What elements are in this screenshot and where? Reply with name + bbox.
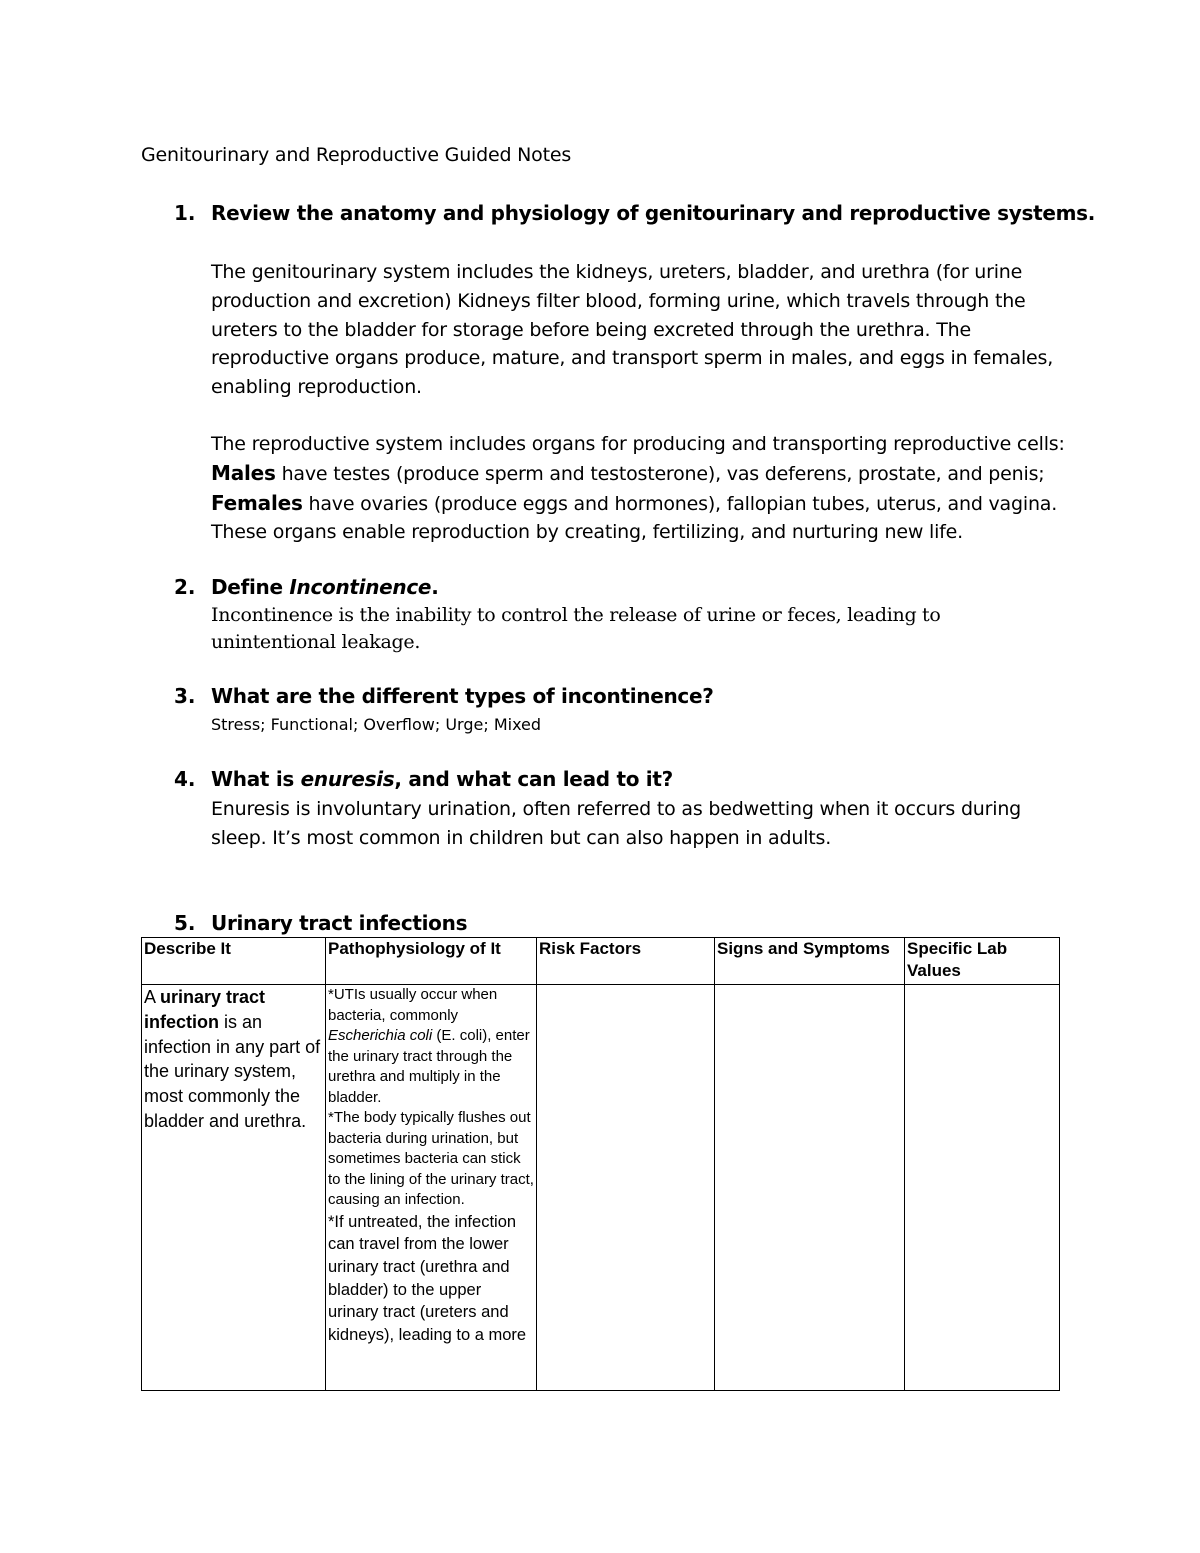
uti-term: urinary tract infection xyxy=(144,987,266,1032)
question-2-text xyxy=(211,575,439,599)
patho-point-2: *The body typically flushes out bacteria during urination, but sometimes bacteria can stick to the lining of the urinary tract, causing an infection. xyxy=(328,1109,534,1208)
p2-text-b: have testes (produce sperm and testosterone), vas deferens, prostate, and penis; xyxy=(275,462,1045,485)
q4-text-b: , and what can lead to it? xyxy=(394,767,673,791)
incontinence-term: Incontinence xyxy=(289,575,432,599)
question-4-text xyxy=(211,767,673,791)
question-1-paragraph-2 xyxy=(211,430,1081,547)
uti-table xyxy=(141,937,1060,1391)
describe-text-a: A xyxy=(144,987,161,1007)
header-lab-values: Specific Lab Values xyxy=(905,938,1060,985)
males-term: Males xyxy=(211,460,276,485)
cell-signs-symptoms[interactable] xyxy=(715,985,905,1391)
question-4-number: 4. xyxy=(174,767,196,791)
p2-text-a: The reproductive system includes organs for producing and transporting reproductive cells: xyxy=(211,433,1065,455)
header-signs-symptoms: Signs and Symptoms xyxy=(715,938,905,985)
question-2-number: 2. xyxy=(174,575,196,599)
patho-p1-a: *UTIs usually occur when bacteria, commonly xyxy=(328,986,498,1024)
question-1-number: 1. xyxy=(174,201,196,225)
question-3-number: 3. xyxy=(174,684,196,708)
q2-text-a: Define xyxy=(211,575,290,599)
patho-p1-b: (E. coli), enter the urinary tract through the urethra and multiply in the bladder. xyxy=(328,1027,530,1106)
question-2-answer: Incontinence is the inability to control the release of urine or feces, leading to unintentional leakage. xyxy=(211,604,941,653)
q4-text-a: What is xyxy=(211,767,301,791)
cell-lab-values[interactable] xyxy=(905,985,1060,1391)
question-3-answer: Stress; Functional; Overflow; Urge; Mixed xyxy=(211,715,542,734)
question-1-paragraph-1: The genitourinary system includes the kidneys, ureters, bladder, and urethra (for urine production and excretion) Kidneys filter blood, forming urine, which travels through the ureters to the bladder for storage before being excreted through the urethra. The reproductive organs produce, mature, and transport sperm in males, and eggs in females, enabling reproduction. xyxy=(211,261,1054,399)
describe-text-b: is an infection in any part of the urinary system, most commonly the bladder and urethra. xyxy=(144,1011,321,1131)
document-title: Genitourinary and Reproductive Guided Notes xyxy=(141,144,572,166)
p2-text-c: have ovaries (produce eggs and hormones), fallopian tubes, uterus, and vagina. These organs enable reproduction by creating, fertilizing, and nurturing new life. xyxy=(211,492,1058,544)
enuresis-term: enuresis xyxy=(300,767,395,791)
cell-risk-factors[interactable] xyxy=(537,985,715,1391)
cell-pathophysiology[interactable] xyxy=(326,985,537,1391)
question-1-text: Review the anatomy and physiology of genitourinary and reproductive systems. xyxy=(211,201,1096,225)
females-term: Females xyxy=(211,490,303,515)
q2-text-b: . xyxy=(431,575,439,599)
cell-describe-it[interactable] xyxy=(142,985,326,1391)
header-risk-factors: Risk Factors xyxy=(537,938,715,985)
patho-point-3: *If untreated, the infection can travel from the lower urinary tract (urethra and bladder) to the upper urinary tract (ureters and kidneys), leading to a more xyxy=(328,1212,527,1345)
question-5-text: Urinary tract infections xyxy=(211,911,468,935)
table-header-row xyxy=(142,938,1060,985)
question-5-number: 5. xyxy=(174,911,196,935)
header-describe-it: Describe It xyxy=(142,938,326,985)
table-row xyxy=(142,985,1060,1391)
patho-point-1 xyxy=(328,985,534,1108)
question-3-text: What are the different types of incontinence? xyxy=(211,684,714,708)
header-pathophysiology: Pathophysiology of It xyxy=(326,938,537,985)
question-4-answer: Enuresis is involuntary urination, often referred to as bedwetting when it occurs during sleep. It’s most common in children but can also happen in adults. xyxy=(211,798,1022,849)
ecoli-term: Escherichia coli xyxy=(328,1027,433,1044)
